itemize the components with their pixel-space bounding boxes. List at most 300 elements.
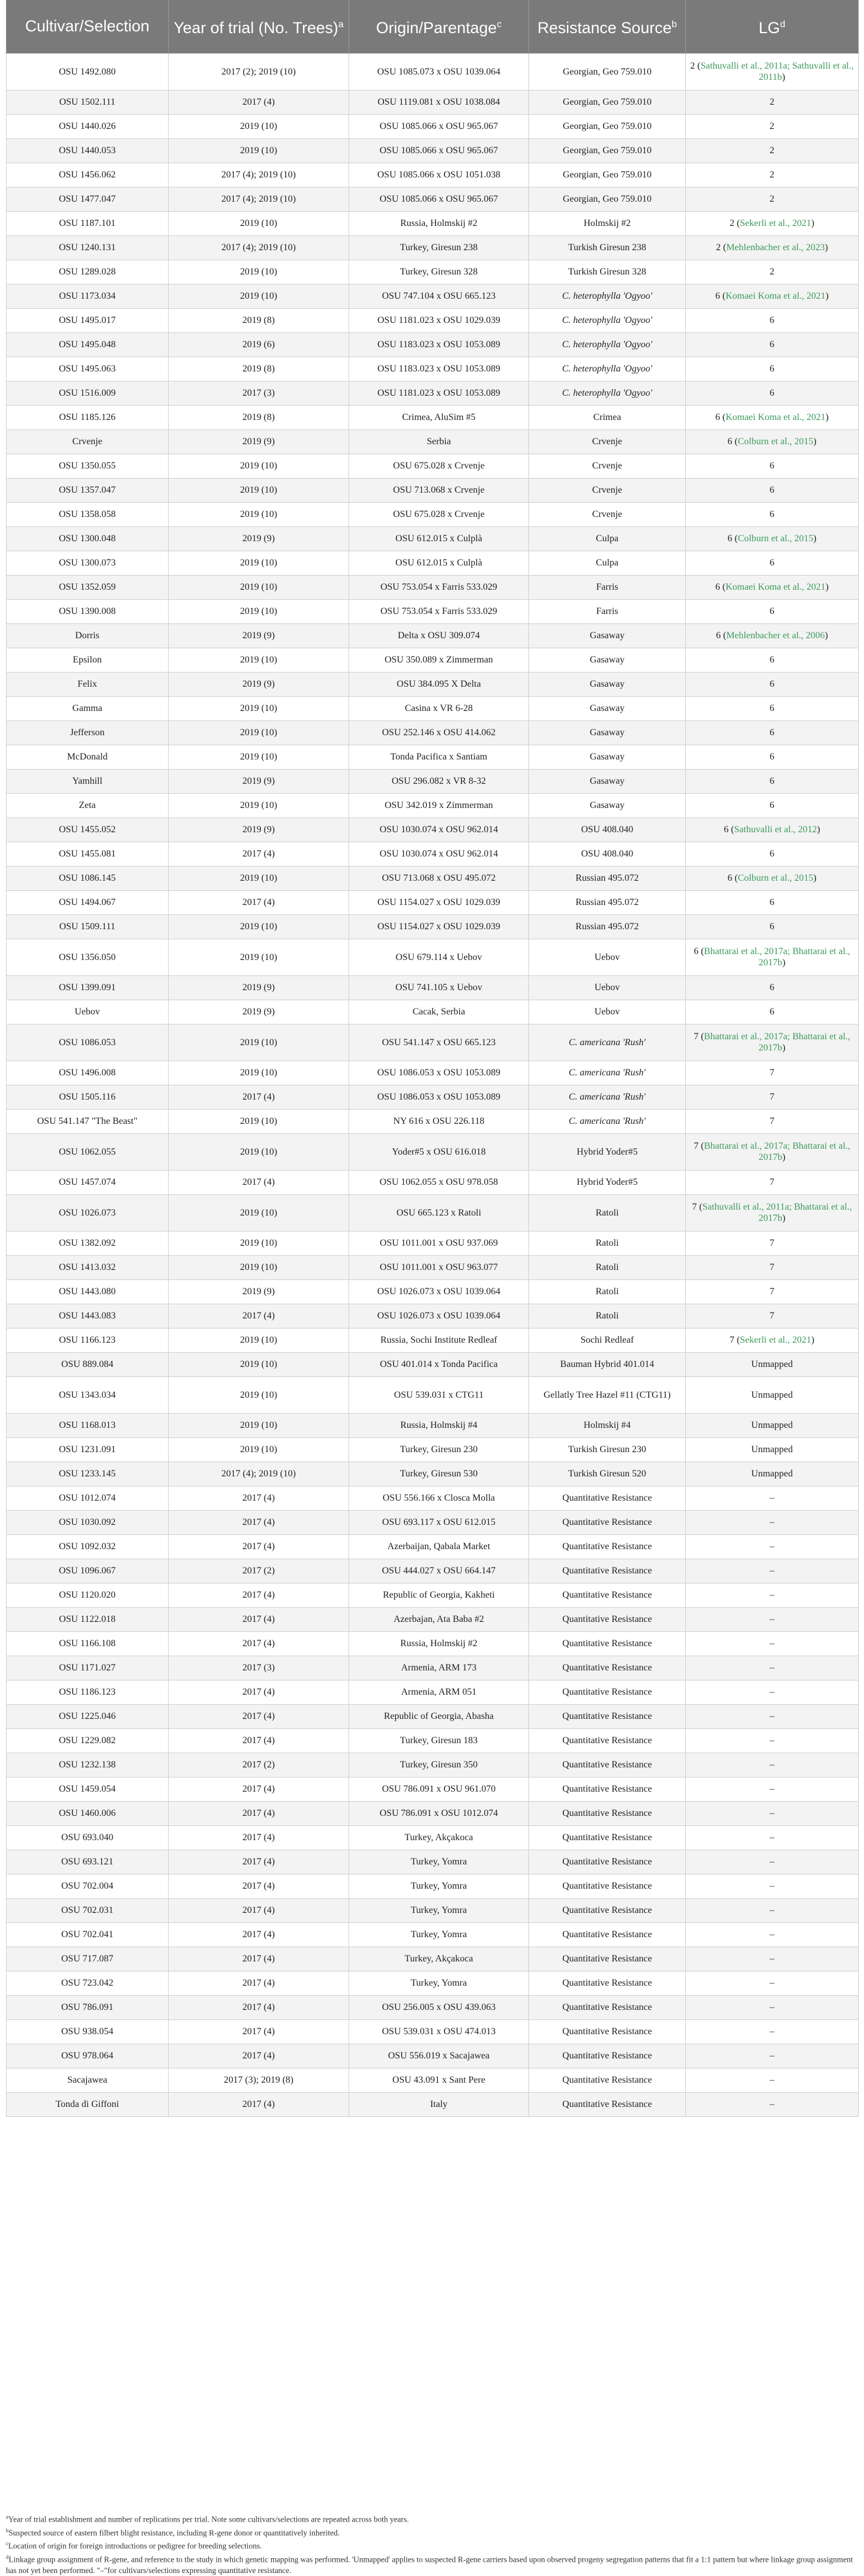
lg-close-paren: ) xyxy=(825,631,828,641)
lg-cell xyxy=(686,53,859,90)
lg-value: 6 xyxy=(770,703,775,713)
resistance-cell: Quantitative Resistance xyxy=(529,2068,686,2092)
lg-value: – xyxy=(770,2051,775,2061)
lg-value: 6 ( xyxy=(694,946,704,956)
reference-link[interactable]: Mehlenbacher et al., 2023 xyxy=(726,243,825,253)
lg-value: – xyxy=(770,1929,775,1940)
lg-value: 6 xyxy=(770,1007,775,1017)
year-cell: 2017 (2) xyxy=(169,1559,349,1583)
cultivar-cell: OSU 717.087 xyxy=(7,1947,169,1971)
origin-cell: OSU 1026.073 x OSU 1039.064 xyxy=(349,1304,529,1328)
resistance-cell: Georgian, Geo 759.010 xyxy=(529,90,686,114)
footnote xyxy=(6,2552,858,2576)
reference-link[interactable]: Komaei Koma et al., 2021 xyxy=(726,412,826,422)
resistance-cell: Uebov xyxy=(529,1000,686,1024)
reference-link[interactable]: Colburn et al., 2015 xyxy=(738,437,814,447)
lg-value: 6 xyxy=(770,728,775,738)
lg-cell xyxy=(686,1534,859,1559)
lg-close-paren: ) xyxy=(811,1335,814,1345)
year-cell: 2017 (4); 2019 (10) xyxy=(169,1462,349,1486)
origin-cell: OSU 1085.073 x OSU 1039.064 xyxy=(349,53,529,90)
cultivar-cell: OSU 1382.092 xyxy=(7,1231,169,1255)
reference-link[interactable]: Bhattarai et al., 2017a; Bhattarai et al., 2017b xyxy=(704,1032,850,1053)
lg-cell xyxy=(686,1486,859,1510)
year-cell: 2019 (9) xyxy=(169,1000,349,1024)
year-cell: 2017 (4) xyxy=(169,1922,349,1947)
lg-value: 2 ( xyxy=(690,61,700,71)
table-row xyxy=(7,1801,859,1825)
lg-value: 6 ( xyxy=(727,534,737,544)
table-row xyxy=(7,1061,859,1085)
cultivar-cell: OSU 1455.052 xyxy=(7,817,169,842)
year-cell: 2019 (6) xyxy=(169,332,349,357)
resistance-cell: C. americana 'Rush' xyxy=(529,1085,686,1109)
year-cell: 2017 (4); 2019 (10) xyxy=(169,163,349,187)
year-cell: 2019 (10) xyxy=(169,599,349,623)
resistance-cell: Holmskij #2 xyxy=(529,211,686,235)
lg-cell xyxy=(686,187,859,211)
resistance-cell: Quantitative Resistance xyxy=(529,2092,686,2116)
lg-value: 2 xyxy=(770,146,775,156)
cultivar-cell: Jefferson xyxy=(7,720,169,745)
lg-value: 2 ( xyxy=(716,243,726,253)
lg-value: 6 ( xyxy=(716,631,726,641)
table-row xyxy=(7,1231,859,1255)
table-row xyxy=(7,1971,859,1995)
origin-cell: OSU 753.054 x Farris 533.029 xyxy=(349,599,529,623)
table-row xyxy=(7,1437,859,1462)
lg-cell xyxy=(686,1607,859,1631)
resistance-cell: Russian 495.072 xyxy=(529,914,686,939)
table-row xyxy=(7,1753,859,1777)
year-cell: 2019 (10) xyxy=(169,138,349,163)
year-cell: 2019 (9) xyxy=(169,769,349,793)
lg-value: – xyxy=(770,1638,775,1649)
table-row xyxy=(7,1170,859,1194)
resistance-cell: Georgian, Geo 759.010 xyxy=(529,138,686,163)
reference-link[interactable]: Komaei Koma et al., 2021 xyxy=(726,291,826,301)
year-cell: 2017 (4) xyxy=(169,1704,349,1728)
reference-link[interactable]: Colburn et al., 2015 xyxy=(738,534,814,544)
lg-cell xyxy=(686,1801,859,1825)
resistance-cell: Georgian, Geo 759.010 xyxy=(529,114,686,138)
year-cell: 2017 (4) xyxy=(169,1874,349,1898)
cultivar-cell: OSU 1440.053 xyxy=(7,138,169,163)
table-row xyxy=(7,1947,859,1971)
lg-cell xyxy=(686,1898,859,1922)
origin-cell: Turkey, Giresun 238 xyxy=(349,235,529,260)
lg-value: 6 xyxy=(770,461,775,471)
lg-value: 6 xyxy=(770,922,775,932)
lg-value: 6 xyxy=(770,558,775,568)
lg-close-paren: ) xyxy=(826,582,828,592)
resistance-cell: Crvenje xyxy=(529,454,686,478)
year-cell: 2019 (9) xyxy=(169,526,349,551)
lg-cell xyxy=(686,1194,859,1231)
resistance-cell: C. heterophylla 'Ogyoo' xyxy=(529,284,686,308)
year-cell: 2019 (9) xyxy=(169,975,349,1000)
table-row xyxy=(7,599,859,623)
origin-cell: OSU 1119.081 x OSU 1038.084 xyxy=(349,90,529,114)
cultivar-cell: OSU 1166.108 xyxy=(7,1631,169,1656)
resistance-cell: Turkish Giresun 238 xyxy=(529,235,686,260)
lg-cell xyxy=(686,914,859,939)
cultivar-cell: OSU 1171.027 xyxy=(7,1656,169,1680)
lg-value: – xyxy=(770,1735,775,1746)
origin-cell: OSU 556.166 x Closca Molla xyxy=(349,1486,529,1510)
lg-cell xyxy=(686,526,859,551)
lg-value: – xyxy=(770,2099,775,2109)
cultivar-cell: Yamhill xyxy=(7,769,169,793)
lg-close-paren: ) xyxy=(782,1213,785,1223)
cultivar-cell: OSU 1516.009 xyxy=(7,381,169,405)
year-cell: 2019 (10) xyxy=(169,866,349,890)
resistance-cell: Crvenje xyxy=(529,478,686,502)
table-row xyxy=(7,1133,859,1170)
resistance-cell: Culpa xyxy=(529,551,686,575)
table-row xyxy=(7,623,859,648)
origin-cell: OSU 1154.027 x OSU 1029.039 xyxy=(349,914,529,939)
origin-cell: OSU 1181.023 x OSU 1029.039 xyxy=(349,308,529,332)
cultivar-cell: OSU 1457.074 xyxy=(7,1170,169,1194)
lg-close-paren: ) xyxy=(826,291,828,301)
lg-close-paren: ) xyxy=(813,534,816,544)
cultivar-cell: OSU 1086.145 xyxy=(7,866,169,890)
lg-cell xyxy=(686,1728,859,1753)
year-cell: 2017 (2) xyxy=(169,1753,349,1777)
cultivar-cell: OSU 1496.008 xyxy=(7,1061,169,1085)
year-cell: 2017 (4); 2019 (10) xyxy=(169,187,349,211)
year-cell: 2017 (4) xyxy=(169,1607,349,1631)
table-row xyxy=(7,332,859,357)
year-cell: 2017 (4) xyxy=(169,2019,349,2044)
header-year: Year of trial (No. Trees)$^a$ xyxy=(169,0,349,53)
lg-value: 6 ( xyxy=(715,582,726,592)
year-cell: 2019 (10) xyxy=(169,1109,349,1133)
origin-cell: OSU 444.027 x OSU 664.147 xyxy=(349,1559,529,1583)
table-container xyxy=(6,0,858,2117)
lg-value: 6 xyxy=(770,752,775,762)
resistance-cell: Uebov xyxy=(529,975,686,1000)
reference-link[interactable]: Bhattarai et al., 2017a; Bhattarai et al., 2017b xyxy=(704,1141,850,1162)
lg-value: 6 ( xyxy=(724,825,734,835)
origin-cell: OSU 612.015 x Culplà xyxy=(349,526,529,551)
year-cell: 2017 (4) xyxy=(169,1085,349,1109)
cultivar-cell: OSU 1300.073 xyxy=(7,551,169,575)
resistance-cell: Farris xyxy=(529,599,686,623)
lg-value: – xyxy=(770,1590,775,1600)
cultivar-cell: OSU 1096.067 xyxy=(7,1559,169,1583)
table-row xyxy=(7,551,859,575)
origin-cell: Russia, Holmskij #2 xyxy=(349,1631,529,1656)
resistance-cell: Quantitative Resistance xyxy=(529,2044,686,2068)
cultivar-cell: OSU 1494.067 xyxy=(7,890,169,914)
table-row xyxy=(7,1413,859,1437)
cultivar-cell: OSU 1173.034 xyxy=(7,284,169,308)
lg-cell xyxy=(686,1510,859,1534)
year-cell: 2017 (4) xyxy=(169,1777,349,1801)
origin-cell: OSU 43.091 x Sant Pere xyxy=(349,2068,529,2092)
year-cell: 2019 (10) xyxy=(169,1376,349,1413)
year-cell: 2019 (10) xyxy=(169,502,349,526)
table-row xyxy=(7,1656,859,1680)
lg-cell xyxy=(686,1753,859,1777)
table-row xyxy=(7,769,859,793)
lg-cell xyxy=(686,90,859,114)
lg-value: 2 xyxy=(770,121,775,131)
resistance-cell: Gasaway xyxy=(529,745,686,769)
table-row xyxy=(7,235,859,260)
reference-link[interactable]: Sekerli et al., 2021 xyxy=(740,1335,811,1345)
footnote xyxy=(6,2525,858,2539)
table-row xyxy=(7,1607,859,1631)
header-lg: $LG^d$ xyxy=(686,0,859,53)
cultivar-cell: OSU 1399.091 xyxy=(7,975,169,1000)
year-cell: 2019 (10) xyxy=(169,793,349,817)
resistance-cell: C. americana 'Rush' xyxy=(529,1109,686,1133)
lg-cell xyxy=(686,975,859,1000)
table-row xyxy=(7,696,859,720)
cultivar-cell: OSU 1477.047 xyxy=(7,187,169,211)
year-cell: 2019 (8) xyxy=(169,308,349,332)
year-cell: 2017 (4) xyxy=(169,1801,349,1825)
year-cell: 2019 (9) xyxy=(169,1279,349,1304)
table-row xyxy=(7,454,859,478)
footnote-text: Suspected source of eastern filbert blight resistance, including R-gene donor or quantitatively inherited. xyxy=(9,2528,340,2537)
lg-cell xyxy=(686,1255,859,1279)
year-cell: 2017 (3); 2019 (8) xyxy=(169,2068,349,2092)
table-row xyxy=(7,357,859,381)
table-row xyxy=(7,1559,859,1583)
resistance-cell: Ratoli xyxy=(529,1255,686,1279)
lg-value: – xyxy=(770,1614,775,1624)
origin-cell: OSU 256.005 x OSU 439.063 xyxy=(349,1995,529,2019)
origin-cell: OSU 296.082 x VR 8-32 xyxy=(349,769,529,793)
reference-link[interactable]: Sathuvalli et al., 2011a; Bhattarai et al., 2017b xyxy=(702,1202,852,1223)
resistance-cell: OSU 408.040 xyxy=(529,817,686,842)
lg-cell xyxy=(686,599,859,623)
table-row xyxy=(7,842,859,866)
lg-value: – xyxy=(770,1517,775,1527)
lg-cell xyxy=(686,1352,859,1376)
year-cell: 2019 (10) xyxy=(169,720,349,745)
year-cell: 2017 (4) xyxy=(169,1510,349,1534)
resistance-cell: Quantitative Resistance xyxy=(529,1947,686,1971)
year-cell: 2019 (10) xyxy=(169,1061,349,1085)
table-row xyxy=(7,745,859,769)
cultivar-cell: OSU 702.041 xyxy=(7,1922,169,1947)
cultivar-cell: OSU 1443.080 xyxy=(7,1279,169,1304)
lg-value: 7 xyxy=(770,1238,775,1248)
reference-link[interactable]: Sekerli et al., 2021 xyxy=(740,218,811,228)
table-row xyxy=(7,1486,859,1510)
origin-cell: Turkey, Giresun 530 xyxy=(349,1462,529,1486)
origin-cell: Crimea, AluSim #5 xyxy=(349,405,529,429)
origin-cell: Turkey, Giresun 183 xyxy=(349,1728,529,1753)
origin-cell: OSU 713.068 x Crvenje xyxy=(349,478,529,502)
lg-close-paren: ) xyxy=(782,72,785,82)
lg-cell xyxy=(686,1279,859,1304)
origin-cell: Turkey, Giresun 328 xyxy=(349,260,529,284)
lg-value: 6 xyxy=(770,897,775,907)
year-cell: 2019 (10) xyxy=(169,696,349,720)
cultivar-cell: OSU 1229.082 xyxy=(7,1728,169,1753)
origin-cell: OSU 1011.001 x OSU 937.069 xyxy=(349,1231,529,1255)
reference-link[interactable]: Komaei Koma et al., 2021 xyxy=(726,582,826,592)
lg-cell xyxy=(686,1109,859,1133)
cultivar-cell: OSU 1502.111 xyxy=(7,90,169,114)
lg-cell xyxy=(686,2092,859,2116)
cultivar-cell: OSU 1455.081 xyxy=(7,842,169,866)
resistance-cell: OSU 408.040 xyxy=(529,842,686,866)
reference-link[interactable]: Sathuvalli et al., 2012 xyxy=(734,825,817,835)
year-cell: 2017 (2); 2019 (10) xyxy=(169,53,349,90)
resistance-cell: Quantitative Resistance xyxy=(529,1656,686,1680)
lg-value: 6 ( xyxy=(715,412,726,422)
cultivar-cell: Sacajawea xyxy=(7,2068,169,2092)
resistance-cell: Ratoli xyxy=(529,1304,686,1328)
resistance-cell: Ratoli xyxy=(529,1231,686,1255)
year-cell: 2019 (9) xyxy=(169,429,349,454)
table-row xyxy=(7,2019,859,2044)
year-cell: 2017 (4) xyxy=(169,1583,349,1607)
origin-cell: OSU 713.068 x OSU 495.072 xyxy=(349,866,529,890)
resistance-cell: Turkish Giresun 230 xyxy=(529,1437,686,1462)
origin-cell: OSU 1086.053 x OSU 1053.089 xyxy=(349,1061,529,1085)
resistance-cell: Quantitative Resistance xyxy=(529,1559,686,1583)
cultivar-cell: OSU 1233.145 xyxy=(7,1462,169,1486)
cultivar-cell: OSU 1012.074 xyxy=(7,1486,169,1510)
year-cell: 2019 (10) xyxy=(169,1133,349,1170)
table-row xyxy=(7,1109,859,1133)
cultivar-cell: OSU 723.042 xyxy=(7,1971,169,1995)
year-cell: 2019 (8) xyxy=(169,357,349,381)
year-cell: 2017 (4) xyxy=(169,1995,349,2019)
table-row xyxy=(7,138,859,163)
table-row xyxy=(7,1898,859,1922)
lg-cell xyxy=(686,1437,859,1462)
resistance-cell: C. heterophylla 'Ogyoo' xyxy=(529,332,686,357)
table-row xyxy=(7,1279,859,1304)
cultivar-cell: OSU 1343.034 xyxy=(7,1376,169,1413)
table-row xyxy=(7,381,859,405)
cultivar-cell: OSU 1185.126 xyxy=(7,405,169,429)
lg-cell xyxy=(686,454,859,478)
lg-close-paren: ) xyxy=(811,218,814,228)
cultivar-cell: OSU 702.031 xyxy=(7,1898,169,1922)
reference-link[interactable]: Bhattarai et al., 2017a; Bhattarai et al., 2017b xyxy=(704,946,850,968)
footnote-marker: a xyxy=(6,2514,8,2520)
cultivar-cell: OSU 1495.048 xyxy=(7,332,169,357)
origin-cell: OSU 679.114 x Uebov xyxy=(349,939,529,975)
resistance-cell: Gasaway xyxy=(529,672,686,696)
year-cell: 2017 (4) xyxy=(169,1680,349,1704)
table-header xyxy=(7,0,859,53)
lg-value: 6 xyxy=(770,315,775,325)
year-cell: 2019 (10) xyxy=(169,939,349,975)
resistance-cell: Quantitative Resistance xyxy=(529,1801,686,1825)
cultivar-cell: OSU 786.091 xyxy=(7,1995,169,2019)
footnote-marker: b xyxy=(6,2527,9,2533)
lg-cell xyxy=(686,1971,859,1995)
cultivar-cell: OSU 1459.054 xyxy=(7,1777,169,1801)
cultivar-cell: OSU 1443.083 xyxy=(7,1304,169,1328)
table-row xyxy=(7,1085,859,1109)
lg-cell xyxy=(686,211,859,235)
table-row xyxy=(7,1352,859,1376)
year-cell: 2017 (4) xyxy=(169,1825,349,1850)
lg-value: 2 xyxy=(770,97,775,107)
year-cell: 2019 (10) xyxy=(169,745,349,769)
cultivar-cell: OSU 1030.092 xyxy=(7,1510,169,1534)
lg-cell xyxy=(686,405,859,429)
cultivar-cell: OSU 1456.062 xyxy=(7,163,169,187)
reference-link[interactable]: Mehlenbacher et al., 2006 xyxy=(726,631,825,641)
year-cell: 2017 (4) xyxy=(169,90,349,114)
lg-cell xyxy=(686,575,859,599)
cultivar-cell: Epsilon xyxy=(7,648,169,672)
lg-cell xyxy=(686,939,859,975)
lg-value: 6 xyxy=(770,655,775,665)
cultivar-cell: OSU 1092.032 xyxy=(7,1534,169,1559)
lg-value: Unmapped xyxy=(751,1359,792,1369)
lg-cell xyxy=(686,696,859,720)
resistance-cell: Quantitative Resistance xyxy=(529,1583,686,1607)
cultivar-table xyxy=(6,0,859,2117)
origin-cell: Serbia xyxy=(349,429,529,454)
year-cell: 2019 (8) xyxy=(169,405,349,429)
reference-link[interactable]: Colburn et al., 2015 xyxy=(738,873,814,883)
origin-cell: OSU 753.054 x Farris 533.029 xyxy=(349,575,529,599)
year-cell: 2019 (10) xyxy=(169,284,349,308)
cultivar-cell: OSU 1186.123 xyxy=(7,1680,169,1704)
lg-cell xyxy=(686,1462,859,1486)
resistance-cell: Gasaway xyxy=(529,623,686,648)
cultivar-cell: OSU 1350.055 xyxy=(7,454,169,478)
year-cell: 2019 (10) xyxy=(169,454,349,478)
resistance-cell: Crvenje xyxy=(529,429,686,454)
cultivar-cell: OSU 1495.063 xyxy=(7,357,169,381)
year-cell: 2019 (10) xyxy=(169,1352,349,1376)
resistance-cell: C. heterophylla 'Ogyoo' xyxy=(529,381,686,405)
table-row xyxy=(7,211,859,235)
resistance-cell: Turkish Giresun 328 xyxy=(529,260,686,284)
lg-cell xyxy=(686,1631,859,1656)
table-row xyxy=(7,1704,859,1728)
origin-cell: NY 616 x OSU 226.118 xyxy=(349,1109,529,1133)
lg-value: 6 xyxy=(770,679,775,689)
reference-link[interactable]: Sathuvalli et al., 2011a; Sathuvalli et al., 2011b xyxy=(701,61,854,82)
lg-value: – xyxy=(770,1687,775,1697)
lg-value: – xyxy=(770,1832,775,1843)
cultivar-cell: OSU 1460.006 xyxy=(7,1801,169,1825)
origin-cell: OSU 1183.023 x OSU 1053.089 xyxy=(349,332,529,357)
lg-close-paren: ) xyxy=(782,1152,785,1162)
origin-cell: Turkey, Giresun 350 xyxy=(349,1753,529,1777)
lg-value: 2 xyxy=(770,194,775,204)
lg-value: Unmapped xyxy=(751,1390,792,1400)
table-row xyxy=(7,187,859,211)
resistance-cell: Georgian, Geo 759.010 xyxy=(529,163,686,187)
lg-cell xyxy=(686,745,859,769)
cultivar-cell: OSU 1062.055 xyxy=(7,1133,169,1170)
origin-cell: OSU 786.091 x OSU 1012.074 xyxy=(349,1801,529,1825)
resistance-cell: Culpa xyxy=(529,526,686,551)
origin-cell: Turkey, Yomra xyxy=(349,1898,529,1922)
year-cell: 2017 (4) xyxy=(169,1898,349,1922)
cultivar-cell: OSU 1120.020 xyxy=(7,1583,169,1607)
origin-cell: OSU 1062.055 x OSU 978.058 xyxy=(349,1170,529,1194)
